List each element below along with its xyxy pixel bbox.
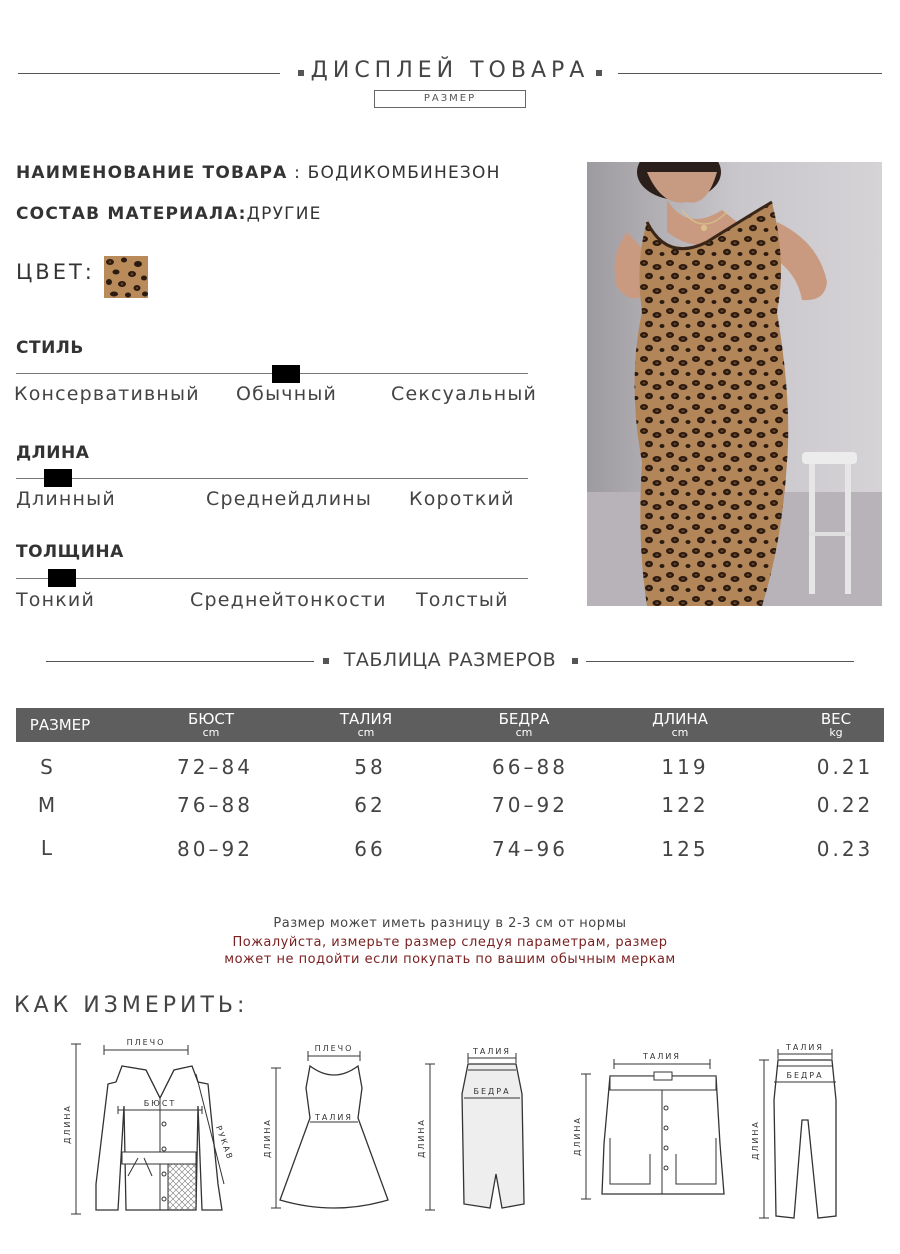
size-table-header bbox=[16, 708, 884, 742]
style-option-casual: Обычный bbox=[236, 383, 338, 405]
pants-diagram bbox=[748, 1040, 848, 1224]
cell-length: 122 bbox=[661, 793, 709, 817]
dress-shoulder-label: ПЛЕЧО bbox=[314, 1044, 354, 1053]
cell-hip: 74–96 bbox=[492, 837, 568, 861]
thickness-scale-title: ТОЛЩИНА bbox=[16, 542, 124, 562]
cell-waist: 62 bbox=[354, 793, 386, 817]
skirt-length-label: ДЛИНА bbox=[417, 1118, 426, 1158]
style-scale-marker bbox=[272, 365, 300, 383]
cell-bust: 80–92 bbox=[177, 837, 253, 861]
product-name-label: НАИМЕНОВАНИЕ ТОВАРА bbox=[16, 163, 288, 183]
dress-diagram bbox=[258, 1040, 398, 1216]
size-table-title: ТАБЛИЦА РАЗМЕРОВ bbox=[343, 649, 557, 671]
how-to-measure-title: КАК ИЗМЕРИТЬ: bbox=[14, 993, 249, 1018]
style-option-sexy: Сексуальный bbox=[391, 383, 538, 405]
length-option-medium: Среднейдлины bbox=[206, 488, 373, 510]
thickness-option-thin: Тонкий bbox=[16, 589, 96, 611]
page-subtitle: РАЗМЕР bbox=[374, 90, 526, 108]
cell-bust: 72–84 bbox=[177, 755, 253, 779]
header-weight: ВЕС kg bbox=[820, 710, 852, 739]
jacket-bust-label: БЮСТ bbox=[143, 1099, 177, 1108]
skirt-hip-label: БЕДРА bbox=[473, 1087, 511, 1096]
cell-length: 125 bbox=[661, 837, 709, 861]
style-scale-title: СТИЛЬ bbox=[16, 338, 84, 358]
style-option-conservative: Консервативный bbox=[14, 383, 200, 405]
header-waist: ТАЛИЯ cm bbox=[339, 710, 393, 739]
product-name-sep: : bbox=[287, 163, 308, 183]
jacket-diagram bbox=[56, 1034, 236, 1220]
header-bust: БЮСТ cm bbox=[187, 710, 235, 739]
jacket-length-label: ДЛИНА bbox=[63, 1104, 72, 1144]
thickness-scale-track bbox=[16, 578, 528, 579]
color-label: ЦВЕТ: bbox=[16, 260, 95, 284]
thickness-option-medium: Среднейтонкости bbox=[190, 589, 387, 611]
header-size: РАЗМЕР bbox=[29, 716, 91, 734]
cell-waist: 66 bbox=[354, 837, 386, 861]
header-length: ДЛИНА cm bbox=[652, 710, 708, 739]
dress-waist-label: ТАЛИЯ bbox=[315, 1113, 353, 1122]
length-option-long: Длинный bbox=[16, 488, 116, 510]
dress-length-label: ДЛИНА bbox=[263, 1118, 272, 1158]
cell-bust: 76–88 bbox=[177, 793, 253, 817]
jacket-sleeve-label: РУКАВ bbox=[213, 1124, 235, 1162]
cell-weight: 0.23 bbox=[816, 837, 874, 861]
pants-length-label: ДЛИНА bbox=[751, 1120, 760, 1160]
cell-weight: 0.22 bbox=[816, 793, 874, 817]
length-scale-title: ДЛИНА bbox=[16, 443, 90, 463]
skirt-waist-label: ТАЛИЯ bbox=[473, 1047, 511, 1056]
cell-hip: 70–92 bbox=[492, 793, 568, 817]
shorts-diagram bbox=[570, 1044, 760, 1204]
jacket-shoulder-label: ПЛЕЧО bbox=[126, 1038, 166, 1047]
cell-size: S bbox=[40, 755, 56, 779]
cell-size: M bbox=[37, 793, 59, 817]
cell-length: 119 bbox=[661, 755, 709, 779]
length-scale-marker bbox=[44, 469, 72, 487]
leopard-swatch bbox=[104, 256, 148, 298]
product-name-value: БОДИКОМБИНЕЗОН bbox=[307, 163, 501, 183]
cell-weight: 0.21 bbox=[816, 755, 874, 779]
shorts-length-label: ДЛИНА bbox=[573, 1116, 582, 1156]
length-scale-track bbox=[16, 478, 528, 479]
measure-warning-2: может не подойти если покупать по вашим обычным меркам bbox=[224, 952, 676, 967]
material-value: ДРУГИЕ bbox=[246, 204, 322, 224]
cell-waist: 58 bbox=[354, 755, 386, 779]
product-photo bbox=[587, 162, 882, 606]
cell-size: L bbox=[40, 836, 56, 860]
cell-hip: 66–88 bbox=[492, 755, 568, 779]
header-hip: БЕДРА cm bbox=[498, 710, 550, 739]
thickness-scale-marker bbox=[48, 569, 76, 587]
thickness-option-thick: Толстый bbox=[416, 589, 509, 611]
pants-hip-label: БЕДРА bbox=[786, 1071, 824, 1080]
page-title: ДИСПЛЕЙ ТОВАРА bbox=[310, 58, 590, 83]
material-label: СОСТАВ МАТЕРИАЛА: bbox=[16, 204, 247, 224]
material-row bbox=[16, 204, 322, 224]
skirt-diagram bbox=[412, 1044, 532, 1216]
product-name-row bbox=[16, 163, 501, 183]
length-option-short: Короткий bbox=[409, 488, 515, 510]
shorts-waist-label: ТАЛИЯ bbox=[643, 1052, 681, 1061]
measure-warning-1: Пожалуйста, измерьте размер следуя параметрам, размер bbox=[232, 935, 668, 950]
size-note: Размер может иметь разницу в 2-3 см от нормы bbox=[273, 916, 627, 931]
pants-waist-label: ТАЛИЯ bbox=[786, 1043, 824, 1052]
